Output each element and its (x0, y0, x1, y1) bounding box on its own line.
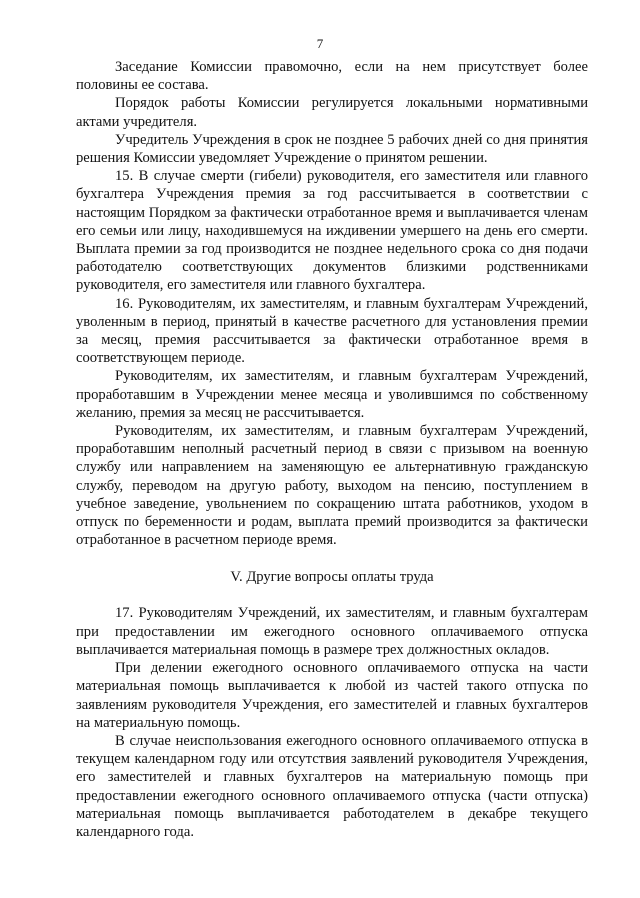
paragraph-commission-procedure: Порядок работы Комиссии регулируется локальными нормативными актами учредителя. (76, 95, 588, 130)
paragraph-commission-quorum: Заседание Комиссии правомочно, если на нем присутствует более половины ее состава. (76, 59, 588, 94)
paragraph-unused-vacation: В случае неиспользования ежегодного основного оплачиваемого отпуска в текущем календарном году или отсутствия заявлений руководителя Учреждения, его заместителей и главных бухгалтеров на материальную помощь при предоставлении ежегодного основного оплачиваемого отпуска (части отпуска) материальная помощь выплачивается работодателем в декабре текущего календарного года. (76, 732, 588, 840)
paragraph-vacation-parts: При делении ежегодного основного оплачиваемого отпуска на части материальная помощь выплачивается к любой из частей такого отпуска по заявлениям руководителя Учреждения, его заместителей и главных бухгалтеров на материальную помощь. (76, 660, 588, 731)
document-body (76, 58, 588, 841)
page-number: 7 (316, 36, 324, 51)
section-heading: V. Другие вопросы оплаты труда (230, 569, 434, 586)
paragraph-less-than-month: Руководителям, их заместителям, и главным бухгалтерам Учреждений, проработавшим в Учреждении менее месяца и уволившимся по собственному желанию, премия за месяц не рассчитывается. (76, 368, 588, 421)
paragraph-clause-16: 16. Руководителям, их заместителям, и главным бухгалтерам Учреждений, уволенным в период, принятый в качестве расчетного для установления премии за месяц, премия рассчитывается за фактически отработанное время в соответствующем периоде. (76, 295, 588, 367)
paragraph-clause-17: 17. Руководителям Учреждений, их заместителям, и главным бухгалтерам при предоставлении им ежегодного основного оплачиваемого отпуска выплачивается материальная помощь в размере трех должностных окладов. (76, 605, 588, 658)
paragraph-incomplete-period: Руководителям, их заместителям, и главным бухгалтерам Учреждений, проработавшим неполный расчетный период в связи с призывом на военную службу или направлением на заменяющую ее альтернативную гражданскую службу, переводом на другую работу, выходом на пенсию, поступлением в учебное заведение, увольнением по сокращению штата работников, уходом в отпуск по беременности и родам, выплата премий производится за фактически отработанное в расчетном периоде время. (76, 423, 588, 549)
paragraph-clause-15: 15. В случае смерти (гибели) руководителя, его заместителя или главного бухгалтера Учреждения премия за год рассчитывается в соответствии с настоящим Порядком за фактически отработанное время и выплачивается членам его семьи или лицу, находившемуся на иждивении умершего на день его смерти. Выплата премии за год производится не позднее недельного срока со дня подачи работодателю соответствующих документов близкими родственниками руководителя, его заместителя или главного бухгалтера. (76, 168, 588, 294)
paragraph-founder-notification: Учредитель Учреждения в срок не позднее 5 рабочих дней со дня принятия решения Комиссии уведомляет Учреждение о принятом решении. (76, 131, 588, 167)
